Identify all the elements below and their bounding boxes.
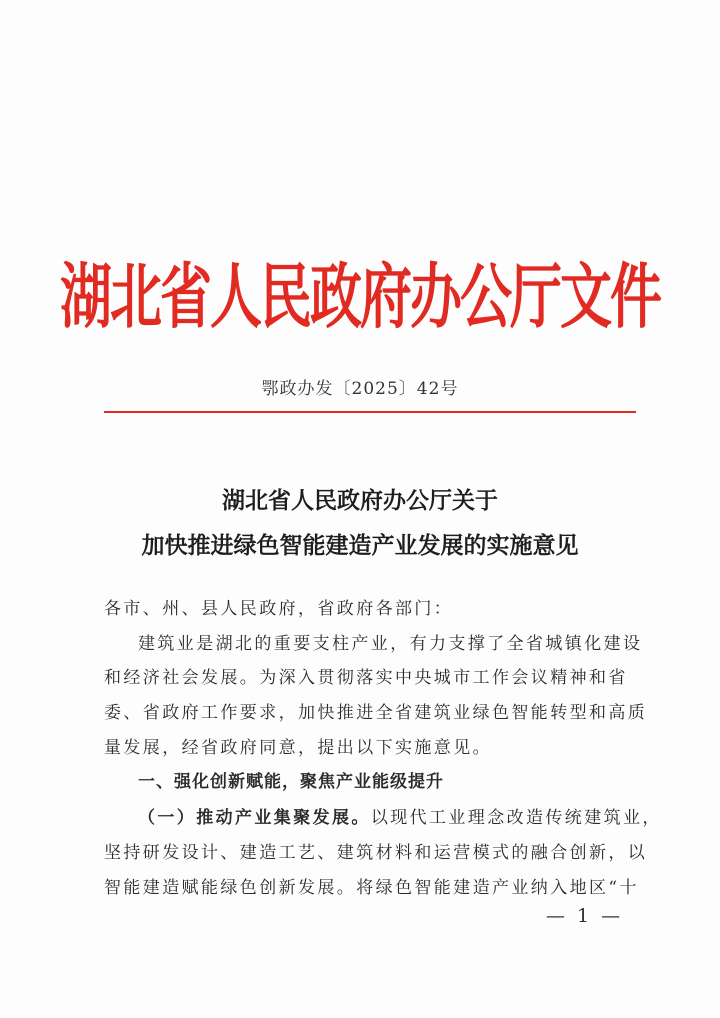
body-line: 和经济社会发展。为深入贯彻落实中央城市工作会议精神和省	[104, 668, 628, 688]
subsection-text: 以现代工业理念改造传统建筑业，	[370, 808, 662, 828]
body-line: 建筑业是湖北的重要支柱产业，有力支撑了全省城镇化建设	[138, 634, 643, 654]
document-red-header: 湖北省人民政府办公厅文件	[59, 256, 660, 339]
subsection-lead: （一）推动产业集聚发展。	[138, 808, 371, 828]
document-title-line-2: 加快推进绿色智能建造产业发展的实施意见	[141, 532, 579, 559]
page-number: — 1 —	[546, 905, 624, 927]
body-line: 智能建造赋能绿色创新发展。将绿色智能建造产业纳入地区“十	[104, 878, 639, 898]
body-line: 量发展，经省政府同意，提出以下实施意见。	[104, 738, 492, 758]
section-heading: 一、强化创新赋能，聚焦产业能级提升	[138, 772, 444, 792]
subsection-line	[138, 803, 662, 828]
body-line: 坚持研发设计、建造工艺、建筑材料和运营模式的融合创新，以	[104, 843, 648, 863]
addressee: 各市、州、县人民政府，省政府各部门：	[104, 599, 454, 619]
red-divider-line	[104, 411, 636, 413]
document-number: 鄂政办发〔2025〕42号	[261, 379, 459, 399]
document-title-line-1: 湖北省人民政府办公厅关于	[222, 487, 498, 514]
body-line: 委、省政府工作要求，加快推进全省建筑业绿色智能转型和高质	[104, 703, 648, 723]
